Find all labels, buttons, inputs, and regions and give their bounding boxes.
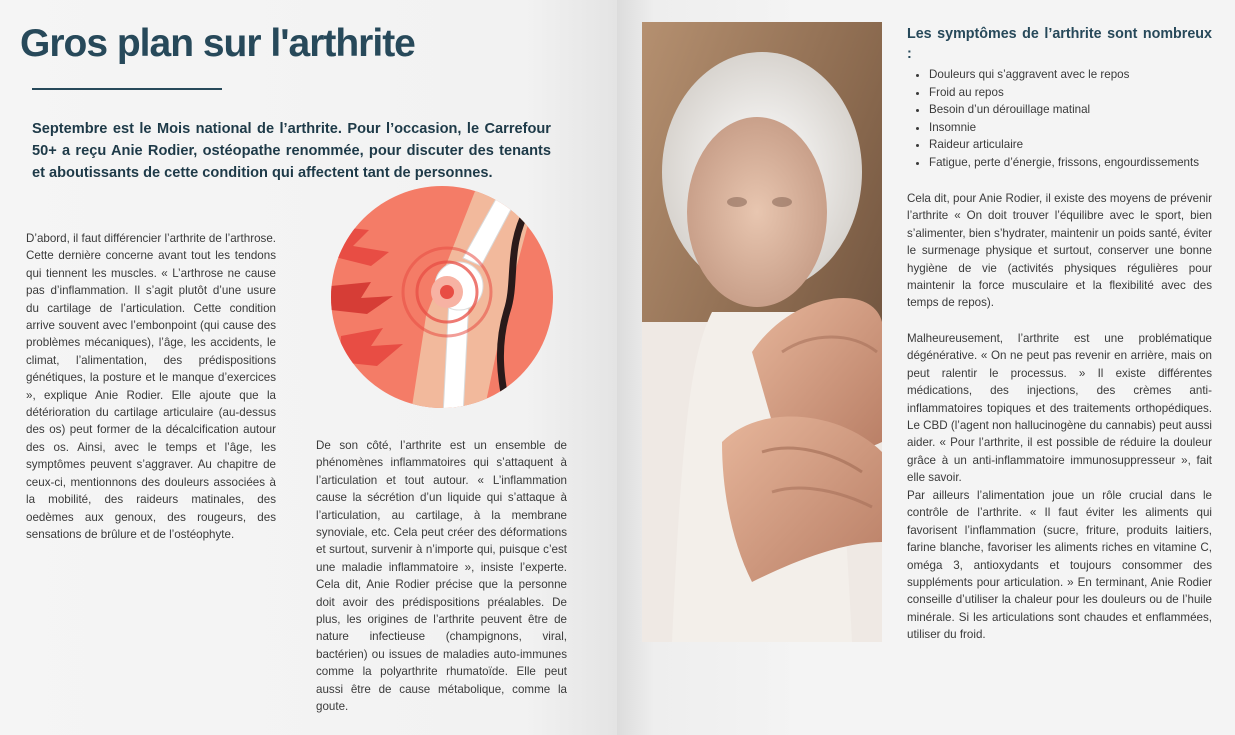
body-column-2: De son côté, l’arthrite est un ensemble de phénomènes inflammatoires qui s’attaquent à l’articulation et tout autour. « L’inflammation cause la sécrétion d’un liquide qui s’attaque à l’articulation, au cartilage, à la membrane synoviale, etc. Cela peut créer des déformations et surtout, survenir à n’importe qui, puisque c’est une maladie inflammatoire », insiste l’experte. Cela dit, Anie Rodier précise que la personne doit avoir des prédispositions préalables. De plus, les origines de l’arthrite peuvent être de nature infectieuse (champignons, viral, bactérien) ou issues de maladies auto-immunes comme la polyarthrite rhumatoïde. Elle peut aussi être de cause métabolique, comme la goute.	[316, 439, 567, 714]
list-item: • Besoin d’un dérouillage matinal	[929, 101, 1229, 119]
symptoms-list	[912, 66, 1229, 172]
list-item: • Raideur articulaire	[929, 136, 1229, 154]
left-page	[0, 0, 617, 735]
list-item: • Fatigue, perte d’énergie, frissons, engourdissements	[929, 154, 1229, 172]
treatment-paragraph: Malheureusement, l’arthrite est une problématique dégénérative. « On ne peut pas revenir en arrière, mais on peut ralentir le processus. » Il existe différentes médications, des injections, des crèmes anti-inflammatoires topiques et des traitements orthopédiques. Le CBD (l’agent non hallucinogène du cannabis) peut aussi aider. « Pour l’arthrite, il est possible de réduire la douleur grâce à un anti-inflammatoire immunosuppresseur », fait elle savoir.	[907, 332, 1212, 485]
article-lead: Septembre est le Mois national de l’arthrite. Pour l’occasion, le Carrefour 50+ a reçu Anie Rodier, ostéopathe renommée, pour discuter des tenants et aboutissants de cette condition qui affectent tant de personnes.	[32, 121, 551, 181]
article-title: Gros plan sur l'arthrite	[20, 22, 415, 65]
list-item: • Douleurs qui s’aggravent avec le repos	[929, 66, 1229, 84]
title-divider	[32, 88, 222, 90]
elderly-woman-hands-photo	[642, 22, 882, 642]
nutrition-paragraph: Par ailleurs l’alimentation joue un rôle crucial dans le contrôle de l’arthrite. « Il faut éviter les aliments qui favorisent l’inflammation (sucre, friture, produits laitiers, farine blanche, favoriser les aliments riches en vitamine C, oméga 3, antioxydants et toujours consommer des suppléments pour articulation. » En terminant, Anie Rodier conseille d’utiliser la chaleur pour les douleurs ou de l’huile minérale. Si les articulations sont chaudes et enflammées, utiliser du froid.	[907, 489, 1212, 642]
body-column-1: D’abord, il faut différencier l’arthrite de l’arthrose. Cette dernière concerne avant tout les tendons qui tiennent les muscles. « L’arthrose ne cause pas d’inflammation. Il s’agit plutôt d’une usure du cartilage de l’articulation. Cette condition arrive souvent avec l’embonpoint (qui cause des problèmes mécaniques), l’âge, les accidents, le climat, l’alimentation, des prédispositions génétiques, la posture et le manque d’exercices », explique Anie Rodier. Elle ajoute que la détérioration du cartilage articulaire (au-dessus des os) peut former de la décalcification autour des os. Ainsi, avec le temps et l’âge, les symptômes peuvent s’aggraver. Au chapitre de ceux-ci, mentionnons des douleurs associées à la mobilité, des raideurs matinales, des oedèmes aux genoux, des rougeurs, des sensations de brûlure et de l’ostéophyte.	[26, 232, 276, 541]
list-item: • Froid au repos	[929, 84, 1229, 102]
knee-joint-illustration	[331, 186, 553, 408]
prevention-paragraph: Cela dit, pour Anie Rodier, il existe des moyens de prévenir l’arthrite « On doit trouver l’équilibre avec le sport, bien s’alimenter, bien s’hydrater, maintenir un poids santé, éviter le surmenage physique et surtout, conserver une bonne hygiène de vie (activités physiques régulières pour maintenir la force musculaire et la flexibilité avec des temps de repos).	[907, 192, 1212, 310]
symptoms-heading: Les symptômes de l’arthrite sont nombreux :	[907, 26, 1212, 62]
list-item: • Insomnie	[929, 119, 1229, 137]
